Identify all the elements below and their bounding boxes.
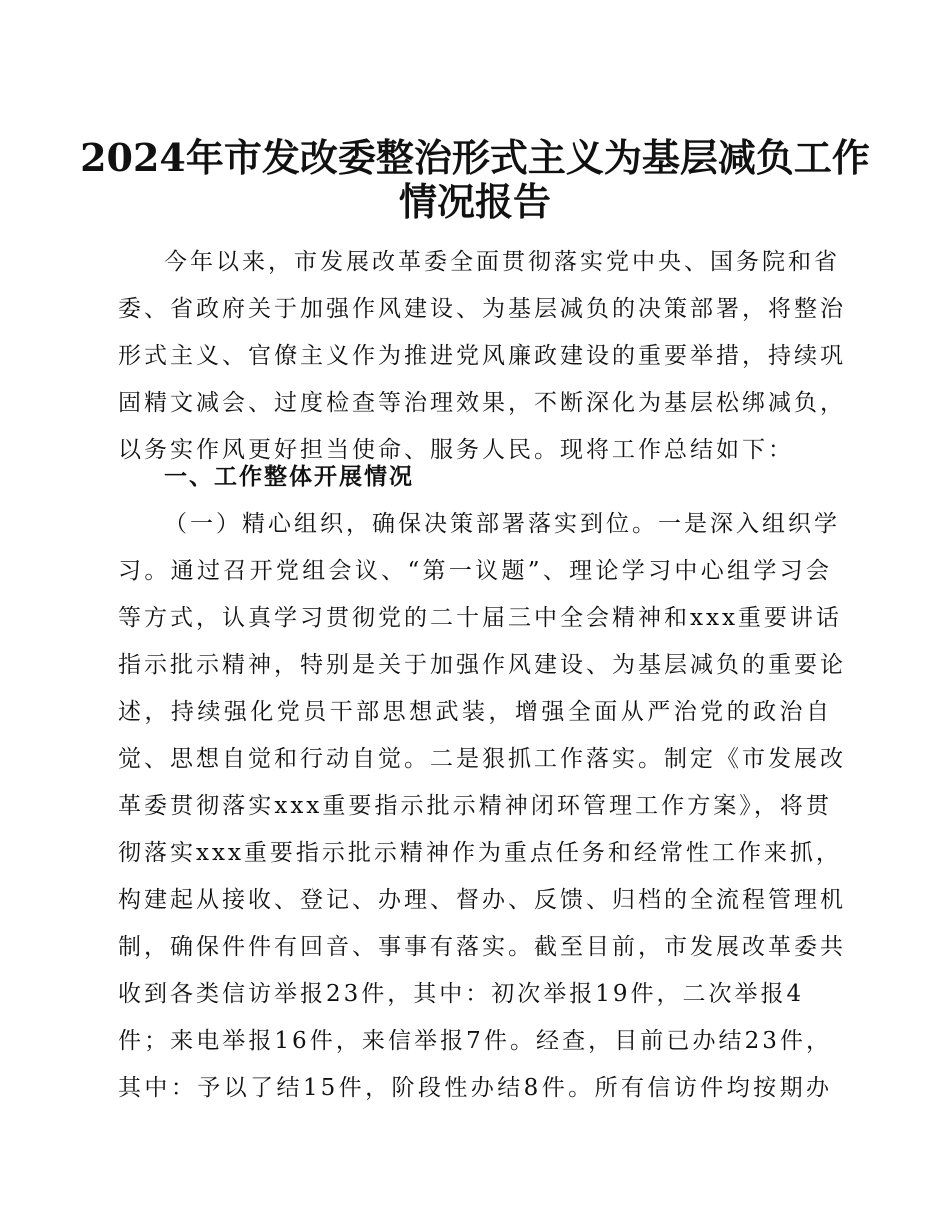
body-line: 以务实作风更好担当使命、服务人民。现将工作总结如下： [118, 437, 794, 463]
body-line: 革委贯彻落实xxx重要指示批示精神闭环管理工作方案》，将贯 [118, 793, 832, 819]
body-line: 收到各类信访举报23件，其中：初次举报19件，二次举报4 [118, 981, 805, 1007]
body-line: 等方式，认真学习贯彻党的二十届三中全会精神和xxx重要讲话 [118, 605, 842, 631]
body-line: 习。通过召开党组会议、“第一议题”、理论学习中心组学习会 [118, 558, 832, 584]
body-line: 今年以来，市发展改革委全面贯彻落实党中央、国务院和省 [164, 249, 840, 275]
body-line: 觉、思想自觉和行动自觉。二是狠抓工作落实。制定《市发展改 [118, 746, 846, 772]
body-line: 其中：予以了结15件，阶段性办结8件。所有信访件均按期办 [118, 1075, 832, 1101]
body-line: （一）精心组织，确保决策部署落实到位。一是深入组织学 [164, 511, 840, 537]
body-line: 构建起从接收、登记、办理、督办、反馈、归档的全流程管理机 [118, 887, 846, 913]
body-line: 指示批示精神，特别是关于加强作风建设、为基层减负的重要论 [118, 652, 846, 678]
body-line: 形式主义、官僚主义作为推进党风廉政建设的重要举措，持续巩 [118, 343, 846, 369]
document-title-line-1: 2024年市发改委整治形式主义为基层减负工作 [80, 135, 870, 180]
body-line: 制，确保件件有回音、事事有落实。截至目前，市发展改革委共 [118, 934, 846, 960]
body-line: 固精文减会、过度检查等治理效果，不断深化为基层松绑减负， [118, 390, 846, 416]
section-heading: 一、工作整体开展情况 [164, 464, 414, 490]
body-line: 述，持续强化党员干部思想武装，增强全面从严治党的政治自 [118, 699, 832, 725]
document-title-line-2: 情况报告 [398, 179, 551, 224]
body-line: 彻落实xxx重要指示批示精神作为重点任务和经常性工作来抓， [118, 840, 842, 866]
body-line: 委、省政府关于加强作风建设、为基层减负的决策部署，将整治 [118, 296, 846, 322]
body-line: 件；来电举报16件，来信举报7件。经查，目前已办结23件， [118, 1028, 832, 1054]
